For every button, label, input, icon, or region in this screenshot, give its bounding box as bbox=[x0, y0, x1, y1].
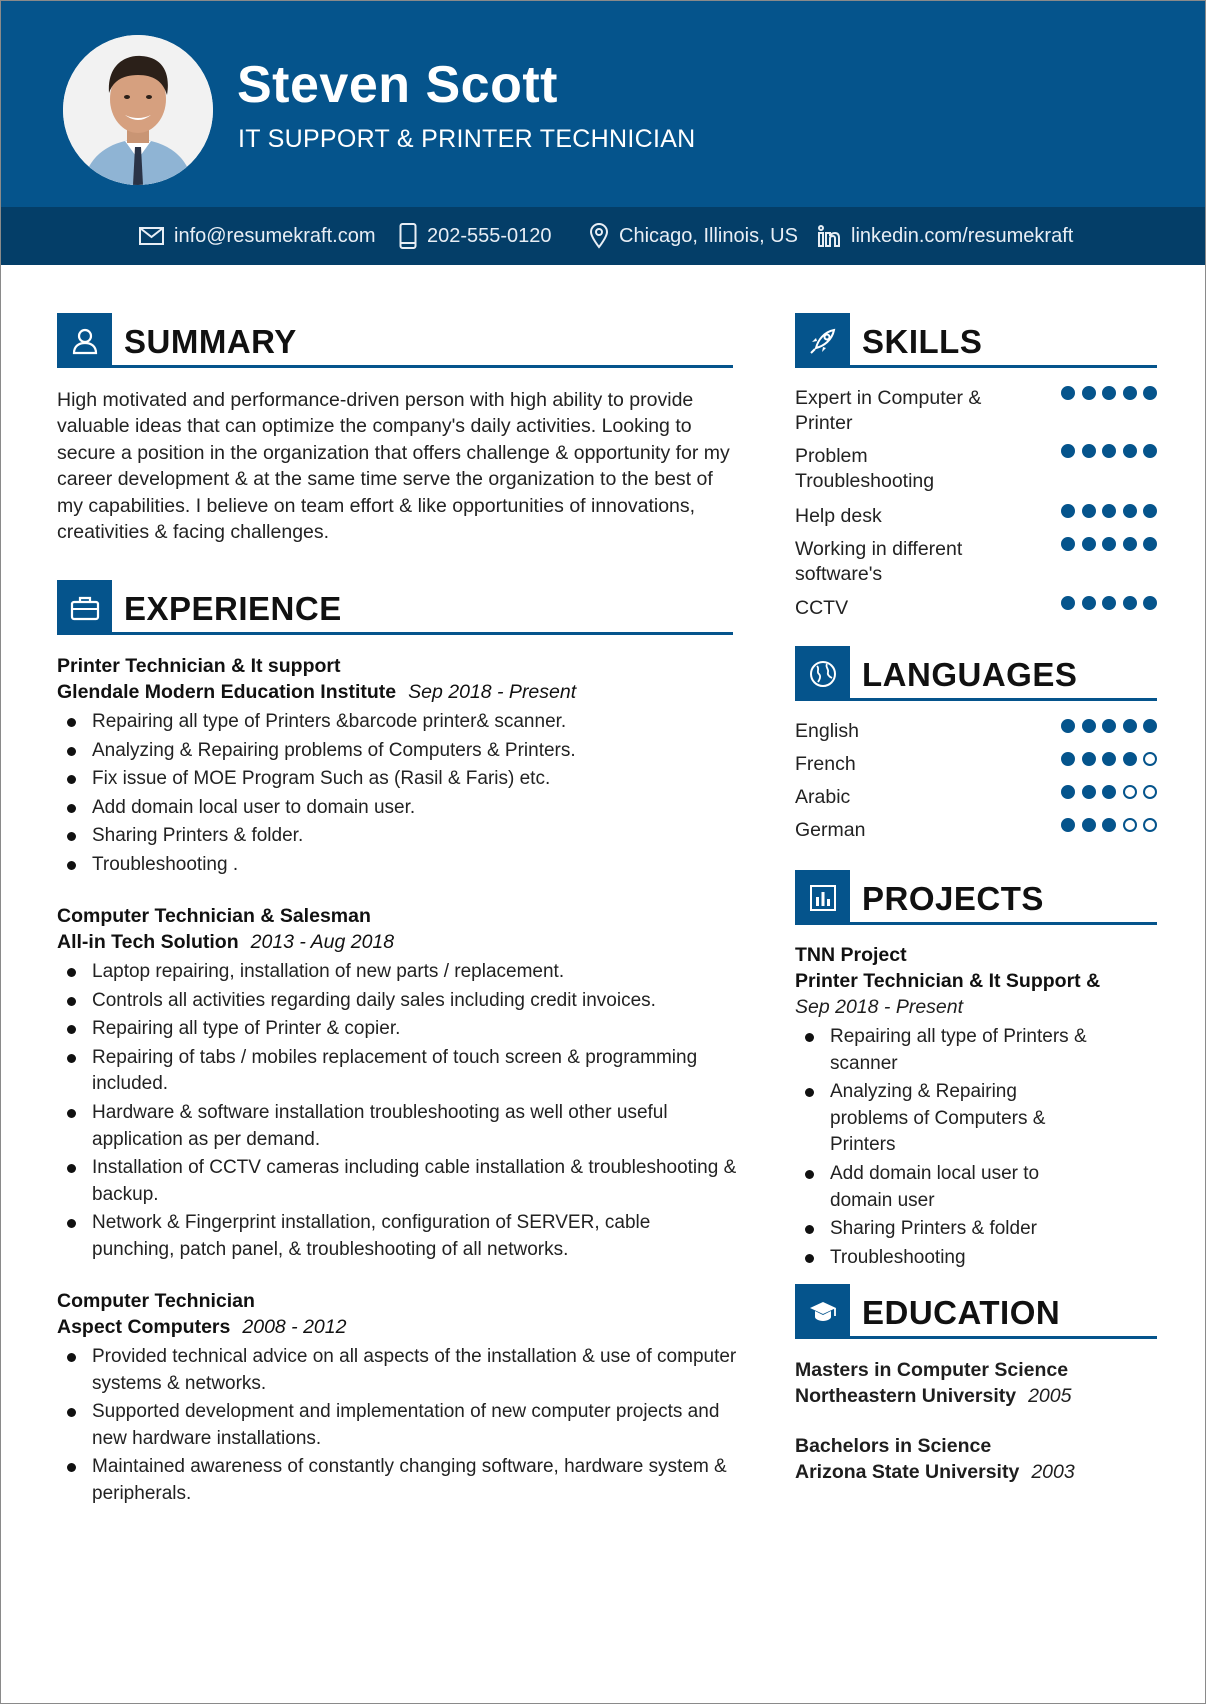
degree: Masters in Computer Science bbox=[795, 1359, 1069, 1381]
rating-dot-empty bbox=[1123, 785, 1137, 799]
contact-bar bbox=[1, 207, 1205, 265]
contact-phone[interactable] bbox=[399, 207, 552, 265]
job-company: Aspect Computers bbox=[57, 1316, 231, 1338]
bar-chart-icon bbox=[795, 870, 850, 925]
project-dates: Sep 2018 - Present bbox=[795, 996, 964, 1018]
skill-row bbox=[795, 504, 1157, 529]
rating-dot-filled bbox=[1061, 386, 1075, 400]
language-rating bbox=[1061, 719, 1157, 733]
email-text: info@resumekraft.com bbox=[174, 224, 376, 247]
rating-dot-filled bbox=[1082, 444, 1096, 458]
rating-dot-filled bbox=[1123, 537, 1137, 551]
language-row bbox=[795, 785, 1157, 810]
candidate-role: IT SUPPORT & PRINTER TECHNICIAN bbox=[238, 125, 696, 153]
experience-heading bbox=[57, 580, 733, 638]
rating-dot-filled bbox=[1061, 752, 1075, 766]
list-item: Analyzing & Repairing problems of Computers & Printers. bbox=[57, 738, 737, 765]
experience-title: EXPERIENCE bbox=[124, 590, 342, 627]
job-entry bbox=[57, 903, 737, 1266]
rating-dot-filled bbox=[1061, 785, 1075, 799]
education-entry bbox=[795, 1433, 1075, 1485]
contact-linkedin[interactable] bbox=[817, 207, 1073, 265]
skill-rating bbox=[1061, 444, 1157, 458]
rating-dot-filled bbox=[1143, 537, 1157, 551]
job-company: All-in Tech Solution bbox=[57, 931, 239, 953]
rating-dot-empty bbox=[1143, 818, 1157, 832]
rating-dot-filled bbox=[1082, 537, 1096, 551]
skill-row bbox=[795, 537, 1157, 587]
education-heading bbox=[795, 1284, 1157, 1342]
summary-heading bbox=[57, 313, 733, 371]
skill-rating bbox=[1061, 504, 1157, 518]
projects-title: PROJECTS bbox=[862, 880, 1044, 917]
job-title: Printer Technician & It support bbox=[57, 655, 341, 677]
list-item: Analyzing & Repairing problems of Computers & Printers bbox=[795, 1079, 1100, 1159]
skills-heading bbox=[795, 313, 1157, 371]
rating-dot-filled bbox=[1123, 386, 1137, 400]
rating-dot-filled bbox=[1061, 818, 1075, 832]
job-duties bbox=[57, 959, 737, 1264]
rating-dot-filled bbox=[1102, 818, 1116, 832]
rating-dot-filled bbox=[1102, 537, 1116, 551]
list-item: Sharing Printers & folder bbox=[795, 1216, 1100, 1243]
rating-dot-filled bbox=[1061, 719, 1075, 733]
list-item: Installation of CCTV cameras including cable installation & troubleshooting & backup. bbox=[57, 1155, 737, 1208]
list-item: Fix issue of MOE Program Such as (Rasil & Faris) etc. bbox=[57, 766, 737, 793]
rating-dot-filled bbox=[1082, 504, 1096, 518]
rating-dot-filled bbox=[1102, 719, 1116, 733]
rating-dot-filled bbox=[1082, 596, 1096, 610]
skill-rating bbox=[1061, 537, 1157, 551]
section-divider bbox=[850, 922, 1157, 925]
projects-heading bbox=[795, 870, 1157, 928]
list-item: Supported development and implementation of new computer projects and new hardware installations. bbox=[57, 1399, 737, 1452]
job-duties bbox=[57, 1344, 737, 1508]
education-entry bbox=[795, 1357, 1071, 1409]
rating-dot-filled bbox=[1143, 386, 1157, 400]
language-row bbox=[795, 752, 1157, 777]
list-item: Add domain local user to domain user. bbox=[57, 795, 737, 822]
contact-email[interactable] bbox=[139, 207, 375, 265]
linkedin-text: linkedin.com/resumekraft bbox=[851, 224, 1074, 247]
phone-text: 202-555-0120 bbox=[427, 224, 552, 247]
project-entry bbox=[795, 942, 1165, 1273]
rating-dot-filled bbox=[1082, 818, 1096, 832]
linkedin-icon bbox=[817, 224, 841, 248]
list-item: Repairing of tabs / mobiles replacement of touch screen & programming included. bbox=[57, 1045, 737, 1098]
job-dates: 2008 - 2012 bbox=[242, 1316, 347, 1338]
rating-dot-filled bbox=[1061, 504, 1075, 518]
degree: Bachelors in Science bbox=[795, 1435, 992, 1457]
section-divider bbox=[850, 1336, 1157, 1339]
rating-dot-filled bbox=[1102, 444, 1116, 458]
job-entry bbox=[57, 653, 737, 881]
globe-icon bbox=[795, 646, 850, 701]
rating-dot-filled bbox=[1061, 537, 1075, 551]
skills-title: SKILLS bbox=[862, 323, 983, 360]
language-row bbox=[795, 818, 1157, 843]
rating-dot-filled bbox=[1123, 504, 1137, 518]
project-duties bbox=[795, 1024, 1100, 1271]
section-divider bbox=[112, 365, 733, 368]
resume-header bbox=[1, 1, 1205, 207]
list-item: Hardware & software installation troubleshooting as well other useful application as per demand. bbox=[57, 1100, 737, 1153]
list-item: Controls all activities regarding daily sales including credit invoices. bbox=[57, 988, 737, 1015]
list-item: Troubleshooting . bbox=[57, 852, 737, 879]
rating-dot-filled bbox=[1082, 719, 1096, 733]
job-dates: Sep 2018 - Present bbox=[408, 681, 577, 703]
location-text: Chicago, Illinois, US bbox=[619, 224, 798, 247]
job-title: Computer Technician bbox=[57, 1290, 255, 1312]
job-company: Glendale Modern Education Institute bbox=[57, 681, 397, 703]
skill-label: Working in different software's bbox=[795, 538, 963, 585]
briefcase-icon bbox=[57, 580, 112, 635]
rating-dot-filled bbox=[1102, 785, 1116, 799]
skill-rating bbox=[1061, 596, 1157, 610]
summary-text: High motivated and performance-driven person with high ability to provide valuable ideas that can optimize the company's daily activities. Looking to secure a position in the organization that offers challenge & opportunity for my career development & at the same time serve the organization to the best of my capabilities. I believe on team effort & like opportunities of innovations, creativities & facing challenges. bbox=[57, 389, 730, 544]
language-row bbox=[795, 719, 1157, 744]
rating-dot-filled bbox=[1082, 386, 1096, 400]
rating-dot-filled bbox=[1082, 785, 1096, 799]
language-label: French bbox=[795, 753, 856, 775]
language-rating bbox=[1061, 785, 1157, 799]
skill-rating bbox=[1061, 386, 1157, 400]
school: Northeastern University bbox=[795, 1385, 1017, 1407]
language-label: Arabic bbox=[795, 786, 851, 808]
rating-dot-filled bbox=[1102, 504, 1116, 518]
user-icon bbox=[57, 313, 112, 368]
list-item: Network & Fingerprint installation, configuration of SERVER, cable punching, patch panel, & troubleshooting of all networks. bbox=[57, 1210, 737, 1263]
skill-row bbox=[795, 444, 1157, 494]
list-item: Sharing Printers & folder. bbox=[57, 823, 737, 850]
rating-dot-filled bbox=[1061, 444, 1075, 458]
school: Arizona State University bbox=[795, 1461, 1020, 1483]
list-item: Maintained awareness of constantly changing software, hardware system & peripherals. bbox=[57, 1454, 737, 1507]
skill-label: Expert in Computer & Printer bbox=[795, 387, 982, 434]
section-divider bbox=[850, 365, 1157, 368]
education-title: EDUCATION bbox=[862, 1294, 1061, 1331]
skill-row bbox=[795, 386, 1157, 436]
project-name: TNN Project bbox=[795, 944, 907, 966]
rating-dot-filled bbox=[1061, 596, 1075, 610]
language-rating bbox=[1061, 752, 1157, 766]
profile-photo bbox=[63, 35, 213, 185]
rating-dot-empty bbox=[1143, 752, 1157, 766]
rating-dot-filled bbox=[1143, 596, 1157, 610]
rating-dot-filled bbox=[1123, 752, 1137, 766]
languages-title: LANGUAGES bbox=[862, 656, 1078, 693]
list-item: Repairing all type of Printer & copier. bbox=[57, 1016, 737, 1043]
list-item: Add domain local user to domain user bbox=[795, 1161, 1100, 1214]
graduation-cap-icon bbox=[795, 1284, 850, 1339]
rating-dot-filled bbox=[1123, 596, 1137, 610]
summary-title: SUMMARY bbox=[124, 323, 297, 360]
list-item: Repairing all type of Printers &barcode printer& scanner. bbox=[57, 709, 737, 736]
location-pin-icon bbox=[589, 223, 609, 249]
rating-dot-filled bbox=[1102, 596, 1116, 610]
phone-icon bbox=[399, 223, 417, 249]
job-entry bbox=[57, 1288, 737, 1510]
language-label: German bbox=[795, 819, 866, 841]
rating-dot-filled bbox=[1143, 444, 1157, 458]
contact-location bbox=[589, 207, 798, 265]
rating-dot-filled bbox=[1082, 752, 1096, 766]
skill-row bbox=[795, 596, 1157, 621]
rating-dot-filled bbox=[1102, 386, 1116, 400]
rating-dot-empty bbox=[1123, 818, 1137, 832]
list-item: Laptop repairing, installation of new parts / replacement. bbox=[57, 959, 737, 986]
job-dates: 2013 - Aug 2018 bbox=[250, 931, 395, 953]
language-rating bbox=[1061, 818, 1157, 832]
section-divider bbox=[112, 632, 733, 635]
languages-heading bbox=[795, 646, 1157, 704]
list-item: Troubleshooting bbox=[795, 1245, 1100, 1272]
envelope-icon bbox=[139, 227, 164, 245]
skill-label: CCTV bbox=[795, 597, 849, 619]
job-title: Computer Technician & Salesman bbox=[57, 905, 371, 927]
rating-dot-filled bbox=[1123, 719, 1137, 733]
rating-dot-filled bbox=[1143, 504, 1157, 518]
skill-label: Problem Troubleshooting bbox=[795, 445, 935, 492]
rating-dot-empty bbox=[1143, 785, 1157, 799]
candidate-name: Steven Scott bbox=[237, 56, 558, 114]
list-item: Repairing all type of Printers & scanner bbox=[795, 1024, 1100, 1077]
rocket-icon bbox=[795, 313, 850, 368]
list-item: Provided technical advice on all aspects of the installation & use of computer systems & networks. bbox=[57, 1344, 737, 1397]
language-label: English bbox=[795, 720, 859, 742]
rating-dot-filled bbox=[1143, 719, 1157, 733]
graduation-year: 2005 bbox=[1028, 1385, 1072, 1407]
graduation-year: 2003 bbox=[1031, 1461, 1075, 1483]
rating-dot-filled bbox=[1102, 752, 1116, 766]
project-role: Printer Technician & It Support & bbox=[795, 970, 1101, 992]
section-divider bbox=[850, 698, 1157, 701]
skill-label: Help desk bbox=[795, 505, 882, 527]
rating-dot-filled bbox=[1123, 444, 1137, 458]
job-duties bbox=[57, 709, 737, 879]
